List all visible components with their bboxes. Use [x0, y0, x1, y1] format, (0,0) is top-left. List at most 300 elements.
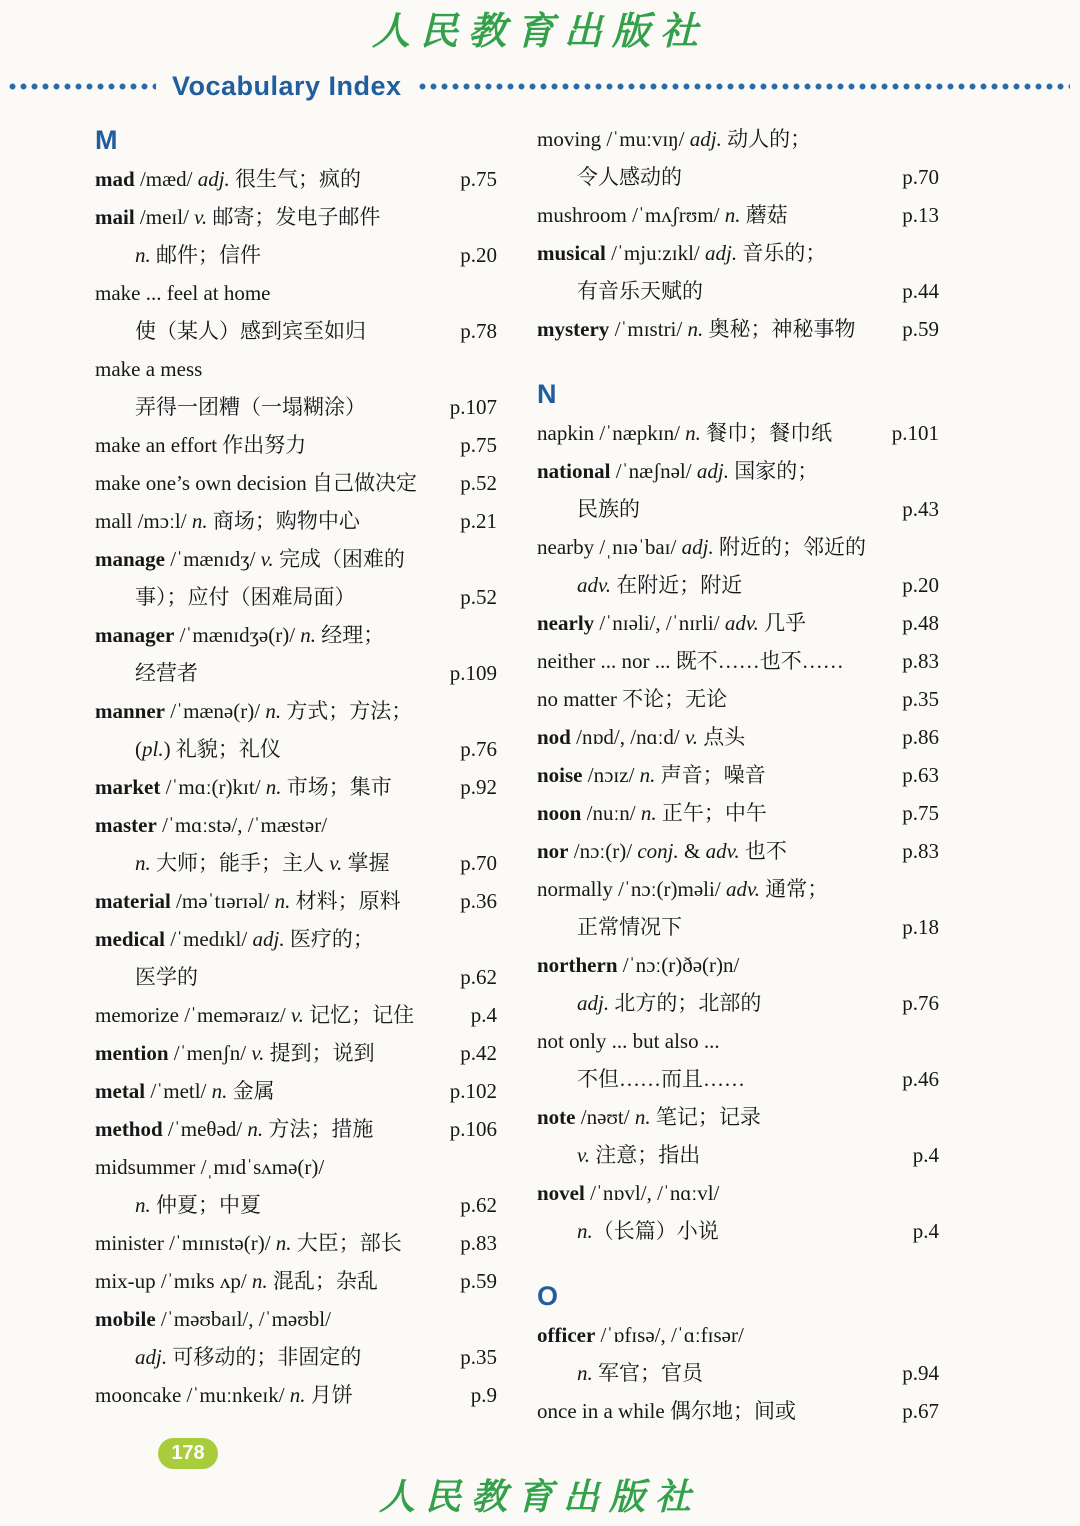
entry-text — [537, 642, 896, 680]
entry-line — [95, 1300, 454, 1338]
entry-line — [537, 642, 896, 680]
part-of-speech: n. — [211, 1079, 228, 1103]
headword: novel — [537, 1181, 585, 1205]
part-of-speech: n. — [135, 1193, 151, 1217]
entry-text — [95, 1148, 454, 1224]
entry-segment: 奥秘；神秘事物 — [703, 317, 856, 341]
page-ref: p.35 — [460, 1345, 497, 1369]
entry-text — [95, 996, 465, 1034]
headword: manage — [95, 547, 165, 571]
entry-line — [537, 1354, 896, 1392]
entry-text — [95, 464, 454, 502]
vocab-entry — [95, 274, 497, 350]
part-of-speech: n. — [247, 1117, 264, 1141]
entry-line — [95, 540, 454, 578]
entry-text — [537, 1174, 907, 1250]
entry-text — [537, 604, 896, 642]
page-ref: p.83 — [460, 1231, 497, 1255]
section-letter: N — [537, 379, 557, 409]
entry-text — [537, 756, 896, 794]
entry-segment: normally /ˈnɔː(r)məli/ — [537, 877, 726, 901]
entry-text — [537, 832, 896, 870]
vocab-entry — [537, 196, 939, 234]
entry-segment: 大臣；部长 — [291, 1231, 402, 1255]
title-bar — [8, 68, 1070, 104]
entry-segment: /nɔː(r)/ — [568, 839, 638, 863]
entry-segment: 国家的； — [728, 459, 819, 483]
entry-line — [95, 502, 454, 540]
entry-text — [95, 1224, 454, 1262]
headword: northern — [537, 953, 618, 977]
part-of-speech: n. — [640, 801, 657, 825]
part-of-speech: n. — [135, 243, 151, 267]
entry-line — [95, 274, 454, 312]
entry-segment: 也不 — [739, 839, 787, 863]
part-of-speech: n. — [135, 851, 151, 875]
entry-segment: /ˈməʊbaɪl/, /ˈməʊbl/ — [155, 1307, 331, 1331]
entry-segment: 邮寄；发电子邮件 — [207, 205, 381, 229]
entry-segment: /ˈnɒvl/, /ˈnɑːvl/ — [584, 1181, 720, 1205]
entry-line — [537, 1174, 907, 1212]
part-of-speech: adj. — [577, 991, 610, 1015]
entry-line — [95, 1376, 465, 1414]
entry-text — [537, 870, 896, 946]
part-of-speech: conj. — [637, 839, 679, 863]
entry-line — [537, 414, 886, 452]
vocab-entry — [95, 768, 497, 806]
entry-text — [95, 1376, 465, 1414]
part-of-speech: adj. — [696, 459, 729, 483]
entry-segment: 笔记；记录 — [650, 1105, 761, 1129]
entry-line — [95, 958, 454, 996]
vocab-entry — [537, 794, 939, 832]
part-of-speech: v. — [251, 1041, 265, 1065]
entry-segment: ( — [135, 737, 142, 761]
page-ref: p.78 — [460, 319, 497, 343]
entry-line — [537, 196, 896, 234]
headword: mystery — [537, 317, 610, 341]
entry-segment: mall /mɔːl/ — [95, 509, 192, 533]
entry-segment: make a mess — [95, 357, 203, 381]
part-of-speech: adv. — [705, 839, 740, 863]
entry-segment: 仲夏；中夏 — [150, 1193, 261, 1217]
page-ref: p.76 — [902, 991, 939, 1015]
headword: nor — [537, 839, 569, 863]
entry-segment: 可移动的；非固定的 — [167, 1345, 362, 1369]
entry-segment: /meɪl/ — [134, 205, 195, 229]
vocab-entry — [537, 528, 939, 604]
part-of-speech: adj. — [135, 1345, 168, 1369]
page-ref: p.75 — [902, 801, 939, 825]
headword: manner — [95, 699, 165, 723]
headword: mention — [95, 1041, 169, 1065]
entry-text — [537, 196, 896, 234]
vocab-entry — [537, 414, 939, 452]
entry-text — [537, 528, 896, 604]
entry-segment: napkin /ˈnæpkɪn/ — [537, 421, 686, 445]
page-ref: p.46 — [902, 1067, 939, 1091]
vocab-entry — [537, 1174, 939, 1250]
page-ref: p.44 — [902, 279, 939, 303]
entry-text — [95, 1110, 444, 1148]
headword: nod — [537, 725, 571, 749]
part-of-speech: adv. — [724, 611, 759, 635]
entry-segment: /ˈmænɪdʒə(r)/ — [174, 623, 301, 647]
entry-segment: 掌握 — [342, 851, 390, 875]
press-logo-top: 人民教育出版社 — [371, 8, 708, 53]
entry-text — [95, 806, 454, 882]
page-ref: p.63 — [902, 763, 939, 787]
entry-segment: 蘑菇 — [740, 203, 788, 227]
part-of-speech: v. — [329, 851, 343, 875]
page-ref: p.59 — [902, 317, 939, 341]
vocab-entry — [95, 1072, 497, 1110]
entry-segment: /məˈtɪərɪəl/ — [170, 889, 275, 913]
entry-line — [95, 198, 454, 236]
part-of-speech: adv. — [577, 573, 612, 597]
entry-line — [537, 1022, 896, 1060]
entry-line — [95, 160, 454, 198]
entry-segment: 医学的 — [135, 965, 198, 989]
entry-line — [95, 1148, 454, 1186]
entry-text — [95, 1300, 454, 1376]
vocab-entry — [537, 1316, 939, 1392]
vocab-entry — [95, 1148, 497, 1224]
vocab-entry — [95, 616, 497, 692]
part-of-speech: v. — [577, 1143, 591, 1167]
entry-line — [95, 1338, 454, 1376]
vocab-entry — [95, 464, 497, 502]
entry-text — [537, 310, 896, 348]
page-ref: p.83 — [902, 649, 939, 673]
vocab-entry — [537, 310, 939, 348]
entry-segment: memorize /ˈmeməraɪz/ — [95, 1003, 291, 1027]
page-ref: p.21 — [460, 509, 497, 533]
entry-text — [95, 882, 454, 920]
entry-line — [95, 312, 454, 350]
page-ref: p.20 — [902, 573, 939, 597]
headword: noon — [537, 801, 582, 825]
page-ref: p.52 — [460, 585, 497, 609]
entry-text — [537, 1098, 907, 1174]
entry-text — [537, 120, 896, 196]
entry-line — [95, 464, 454, 502]
entry-text — [537, 718, 896, 756]
entry-segment: /ˈmedɪkl/ — [164, 927, 253, 951]
part-of-speech: adj. — [681, 535, 714, 559]
entry-line — [537, 158, 896, 196]
part-of-speech: n. — [577, 1219, 593, 1243]
entry-line — [537, 310, 896, 348]
entry-segment: /ˈmænə(r)/ — [165, 699, 266, 723]
entry-segment: & — [678, 839, 706, 863]
entry-segment: /ˈmɑː(r)kɪt/ — [160, 775, 266, 799]
page-ref: p.62 — [460, 1193, 497, 1217]
entry-segment: /ˈmænɪdʒ/ — [165, 547, 261, 571]
page-ref: p.76 — [460, 737, 497, 761]
page-ref: p.42 — [460, 1041, 497, 1065]
entry-segment: nearby /ˌnɪəˈbaɪ/ — [537, 535, 682, 559]
page-ref: p.107 — [449, 395, 497, 419]
entry-segment: neither ... nor ... 既不……也不…… — [537, 649, 844, 673]
entry-text — [95, 616, 444, 692]
entry-line — [95, 388, 444, 426]
entry-segment: /nɒd/, /nɑːd/ — [570, 725, 685, 749]
page-ref: p.106 — [449, 1117, 497, 1141]
page-ref: p.35 — [902, 687, 939, 711]
part-of-speech: n. — [265, 699, 282, 723]
entry-line — [537, 794, 896, 832]
page-title: Vocabulary Index — [172, 70, 402, 101]
entry-segment: 正午；中午 — [656, 801, 767, 825]
entry-segment: 完成（困难的 — [273, 547, 405, 571]
vocab-entry — [95, 920, 497, 996]
part-of-speech: n. — [265, 775, 282, 799]
part-of-speech: n. — [577, 1361, 593, 1385]
part-of-speech: n. — [191, 509, 208, 533]
entry-segment: 餐巾；餐巾纸 — [700, 421, 833, 445]
entry-segment: 方法；措施 — [263, 1117, 374, 1141]
entry-segment: 提到；说到 — [264, 1041, 375, 1065]
page-ref: p.102 — [449, 1079, 497, 1103]
dotted-line-right-icon — [418, 82, 1070, 91]
vocab-entry — [95, 1110, 497, 1148]
entry-line — [537, 566, 896, 604]
vocab-entry — [537, 756, 939, 794]
vocab-entry — [95, 996, 497, 1034]
entry-segment: 医疗的； — [284, 927, 374, 951]
vocab-entry — [95, 198, 497, 274]
entry-segment: /ˈnæʃnəl/ — [610, 459, 697, 483]
vocab-entry — [95, 1262, 497, 1300]
entry-segment: 大师；能手；主人 — [150, 851, 330, 875]
part-of-speech: n. — [685, 421, 701, 445]
entry-segment: 月饼 — [305, 1383, 353, 1407]
entry-line — [95, 578, 454, 616]
entry-segment: 正常情况下 — [577, 915, 682, 939]
headword: manager — [95, 623, 175, 647]
entry-segment: not only ... but also ... — [537, 1029, 720, 1053]
entry-line — [95, 806, 454, 844]
entry-line — [95, 654, 444, 692]
entry-text — [95, 1072, 444, 1110]
vocab-entry — [537, 642, 939, 680]
entry-text — [537, 1392, 896, 1430]
vocab-entry — [537, 680, 939, 718]
entry-segment: 附近的；邻近的 — [713, 535, 866, 559]
entry-line — [537, 870, 896, 908]
entry-segment: 经理； — [316, 623, 385, 647]
entry-line — [95, 1072, 444, 1110]
page-ref: p.59 — [460, 1269, 497, 1293]
entry-text — [95, 502, 454, 540]
entry-line — [95, 882, 454, 920]
page-ref: p.4 — [470, 1003, 497, 1027]
entry-segment: /ˈmetl/ — [145, 1079, 212, 1103]
vocab-entry — [95, 1300, 497, 1376]
page-ref: p.48 — [902, 611, 939, 635]
entry-text — [537, 414, 886, 452]
dotted-line-left-icon — [8, 82, 156, 91]
page-ref: p.4 — [912, 1143, 939, 1167]
page-ref: p.75 — [460, 433, 497, 457]
entry-segment: moving /ˈmuːvɪŋ/ — [537, 127, 690, 151]
entry-line — [95, 426, 454, 464]
part-of-speech: n. — [251, 1269, 268, 1293]
entry-segment: 方式；方法； — [281, 699, 413, 723]
entry-segment: /nuːn/ — [581, 801, 641, 825]
headword: master — [95, 813, 157, 837]
vocab-entry — [537, 234, 939, 310]
entry-text — [95, 692, 454, 768]
headword: national — [537, 459, 611, 483]
page-ref: p.13 — [902, 203, 939, 227]
vocab-entry — [95, 1034, 497, 1072]
entry-text — [95, 540, 454, 616]
entry-line — [537, 490, 896, 528]
part-of-speech: n. — [300, 623, 317, 647]
entry-segment: 材料；原料 — [290, 889, 401, 913]
part-of-speech: n. — [274, 889, 291, 913]
page-ref: p.70 — [902, 165, 939, 189]
part-of-speech: v. — [194, 205, 208, 229]
part-of-speech: v. — [290, 1003, 304, 1027]
entry-line — [95, 996, 465, 1034]
entry-line — [537, 452, 896, 490]
vocab-entry — [537, 452, 939, 528]
entry-segment: 有音乐天赋的 — [577, 279, 703, 303]
part-of-speech: adj. — [252, 927, 285, 951]
entry-segment: 声音；噪音 — [655, 763, 766, 787]
entry-line — [537, 1136, 907, 1174]
entry-segment: 在附近；附近 — [611, 573, 743, 597]
vocab-entry — [537, 718, 939, 756]
page-ref: p.36 — [460, 889, 497, 913]
entry-line — [95, 350, 444, 388]
page-ref: p.101 — [891, 421, 939, 445]
entry-text — [537, 1022, 896, 1098]
part-of-speech: n. — [289, 1383, 306, 1407]
left-column — [95, 120, 497, 1430]
part-of-speech: adj. — [705, 241, 738, 265]
entry-segment: /ˈnɪəli/, /ˈnɪrli/ — [594, 611, 725, 635]
part-of-speech: v. — [260, 547, 274, 571]
page-ref: p.52 — [460, 471, 497, 495]
vocab-entry — [95, 540, 497, 616]
entry-text — [537, 680, 896, 718]
vocab-entry — [95, 426, 497, 464]
entry-segment: 弄得一团糟（一塌糊涂） — [135, 395, 366, 419]
entry-text — [537, 452, 896, 528]
part-of-speech: n. — [634, 1105, 651, 1129]
vocab-entry — [95, 350, 497, 426]
headword: metal — [95, 1079, 146, 1103]
page-ref: p.9 — [470, 1383, 497, 1407]
entry-line — [537, 984, 896, 1022]
page-ref: p.67 — [902, 1399, 939, 1423]
entry-segment: 记忆；记住 — [303, 1003, 415, 1027]
part-of-speech: n. — [639, 763, 656, 787]
entry-segment: 经营者 — [135, 661, 198, 685]
entry-segment: 使（某人）感到宾至如归 — [135, 319, 366, 343]
entry-line — [95, 616, 444, 654]
entry-line — [95, 768, 454, 806]
entry-text — [95, 1034, 454, 1072]
part-of-speech: adj. — [689, 127, 722, 151]
entry-text — [537, 234, 896, 310]
entry-segment: minister /ˈmɪnɪstə(r)/ — [95, 1231, 276, 1255]
entry-segment: /ˈmeθəd/ — [162, 1117, 248, 1141]
vocab-entry — [537, 1022, 939, 1098]
vocab-entry — [537, 946, 939, 1022]
headword: mobile — [95, 1307, 156, 1331]
entry-line — [537, 604, 896, 642]
entry-line — [537, 1098, 907, 1136]
entry-line — [95, 1034, 454, 1072]
entry-segment: 民族的 — [577, 497, 640, 521]
vocab-entry — [537, 1098, 939, 1174]
entry-segment: 很生气；疯的 — [229, 167, 362, 191]
part-of-speech: n. — [687, 317, 704, 341]
entry-text — [95, 274, 454, 350]
part-of-speech: pl. — [142, 737, 164, 761]
entry-segment: /ˈmɑːstə/, /ˈmæstər/ — [156, 813, 328, 837]
page-ref: p.109 — [449, 661, 497, 685]
entry-segment: mushroom /ˈmʌʃrʊm/ — [537, 203, 725, 227]
part-of-speech: n. — [275, 1231, 292, 1255]
entry-segment: 通常； — [759, 877, 829, 901]
vocabulary-index-content — [0, 104, 1080, 1430]
page-ref: p.94 — [902, 1361, 939, 1385]
entry-text — [95, 768, 454, 806]
entry-segment: make ... feel at home — [95, 281, 271, 305]
entry-segment: 注意；指出 — [590, 1143, 701, 1167]
part-of-speech: n. — [724, 203, 741, 227]
entry-segment: midsummer /ˌmɪdˈsʌmə(r)/ — [95, 1155, 325, 1179]
page-ref: p.20 — [460, 243, 497, 267]
entry-text — [537, 1316, 896, 1392]
vocab-entry — [95, 160, 497, 198]
section-letter: O — [537, 1281, 559, 1311]
entry-segment: once in a while 偶尔地；间或 — [537, 1399, 796, 1423]
entry-line — [95, 692, 454, 730]
entry-line — [537, 908, 896, 946]
entry-line — [537, 1212, 907, 1250]
headword: musical — [537, 241, 606, 265]
vocab-entry — [537, 604, 939, 642]
entry-segment: 北方的；北部的 — [609, 991, 762, 1015]
entry-line — [95, 730, 454, 768]
entry-segment: /mæd/ — [134, 167, 198, 191]
vocab-entry — [95, 882, 497, 920]
headword: method — [95, 1117, 163, 1141]
vocab-entry — [95, 1376, 497, 1414]
right-column — [537, 120, 939, 1430]
entry-line — [95, 920, 454, 958]
entry-line — [537, 832, 896, 870]
headword: note — [537, 1105, 576, 1129]
headword: nearly — [537, 611, 595, 635]
entry-line — [537, 528, 896, 566]
page-ref: p.83 — [902, 839, 939, 863]
entry-segment: 邮件；信件 — [150, 243, 261, 267]
entry-line — [537, 1316, 896, 1354]
entry-text — [95, 1262, 454, 1300]
entry-text — [95, 350, 444, 426]
entry-segment: 事）；应付（困难局面） — [135, 585, 356, 609]
entry-text — [95, 426, 454, 464]
entry-segment: 商场；购物中心 — [207, 509, 360, 533]
